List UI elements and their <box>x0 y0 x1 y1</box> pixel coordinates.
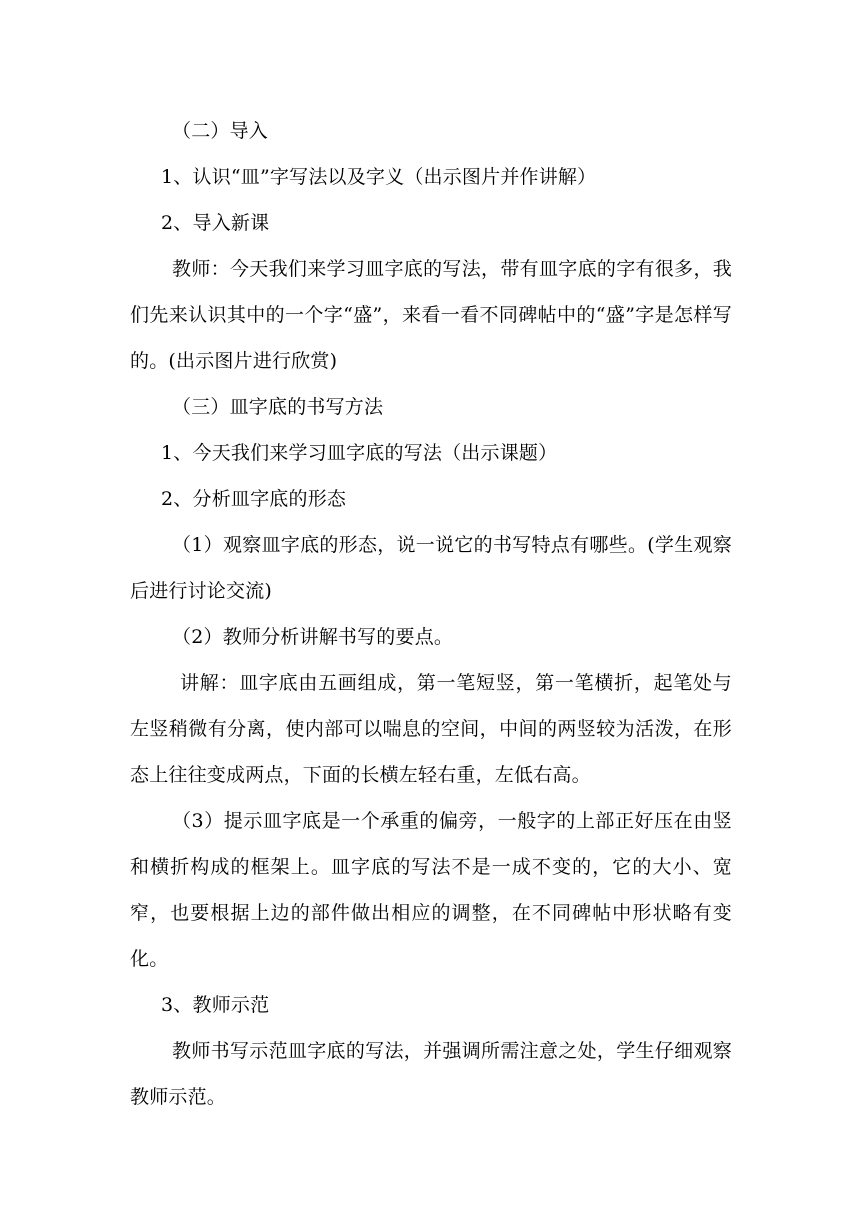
list-item-recognize-character: 1、认识“皿”字写法以及字义（出示图片并作讲解） <box>161 166 597 188</box>
list-item-analyze-form: 2、分析皿字底的形态 <box>161 488 347 510</box>
sub-item-teacher-analysis: （2）教师分析讲解书写的要点。 <box>172 626 454 648</box>
list-item-teacher-demo: 3、教师示范 <box>161 994 270 1016</box>
paragraph-teacher-demo: 教师书写示范皿字底的写法，并强调所需注意之处，学生仔细观察教师示范。 <box>130 1040 732 1108</box>
section-heading-writing-method: （三）皿字底的书写方法 <box>172 396 384 418</box>
document-body <box>130 108 732 1120</box>
section-heading-import: （二）导入 <box>172 120 269 142</box>
sub-item-observe-form: （1）观察皿字底的形态，说一说它的书写特点有哪些。(学生观察后进行讨论交流) <box>130 534 732 602</box>
list-item-learn-writing: 1、今天我们来学习皿字底的写法（出示课题） <box>161 442 558 464</box>
sub-item-hint: （3）提示皿字底是一个承重的偏旁，一般字的上部正好压在由竖和横折构成的框架上。皿字底的写法不是一成不变的，它的大小、宽窄，也要根据上边的部件做出相应的调整，在不同碑帖中形状略有变化。 <box>130 810 732 970</box>
paragraph-explanation: 讲解：皿字底由五画组成，第一笔短竖，第一笔横折，起笔处与左竖稍微有分离，使内部可以喘息的空间，中间的两竖较为活泼，在形态上往往变成两点，下面的长横左轻右重，左低右高。 <box>130 672 732 786</box>
paragraph-teacher-intro: 教师：今天我们来学习皿字底的写法，带有皿字底的字有很多，我们先来认识其中的一个字“盛”，来看一看不同碑帖中的“盛”字是怎样写的。(出示图片进行欣赏) <box>130 258 732 372</box>
list-item-introduce-lesson: 2、导入新课 <box>161 212 270 234</box>
